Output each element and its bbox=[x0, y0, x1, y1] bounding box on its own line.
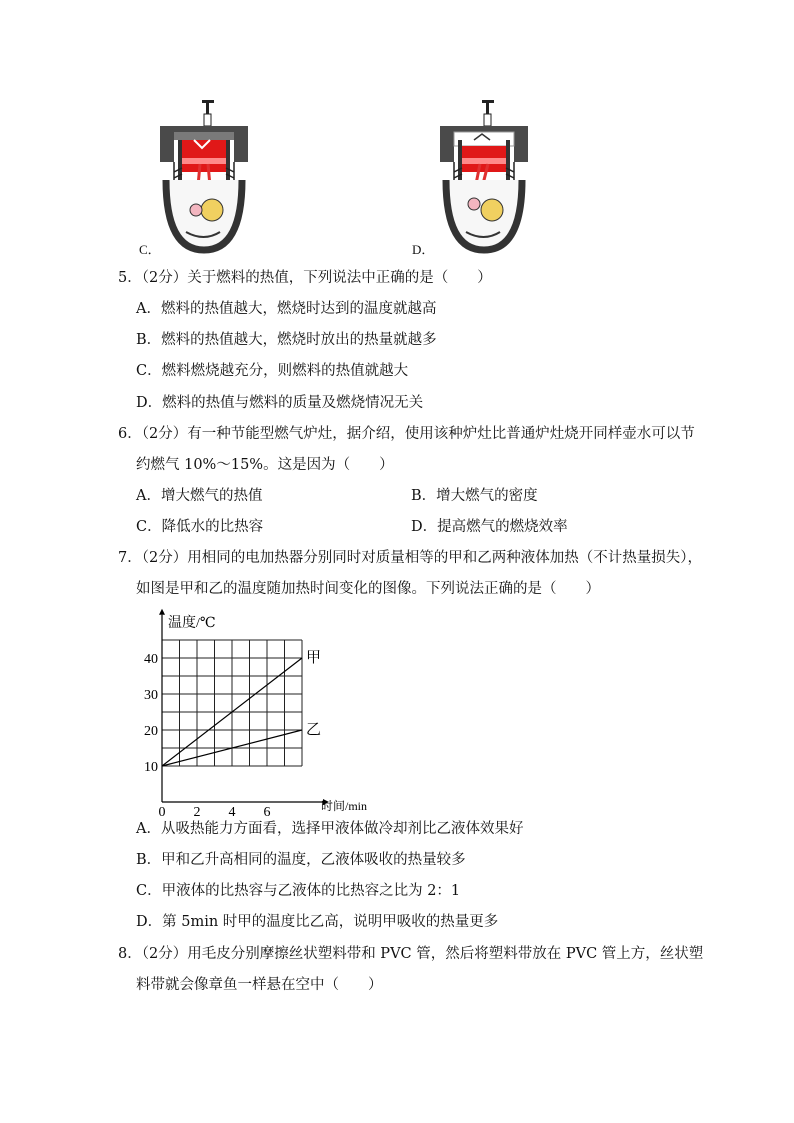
question-6-stem-line-1: 6．（2分）有一种节能型燃气炉灶，据介绍，使用该种炉灶比普通炉灶烧开同样壶水可以节 bbox=[118, 426, 695, 442]
x-axis-label: 时间/min bbox=[321, 799, 368, 813]
question-6-option-c: C．降低水的比热容 bbox=[136, 519, 264, 535]
engine-diagram-d bbox=[432, 100, 532, 255]
engine-c-label: C． bbox=[139, 242, 161, 257]
question-6-option-b: B．增大燃气的密度 bbox=[411, 488, 538, 504]
y-axis-label: 温度/℃ bbox=[168, 615, 216, 631]
y-tick-label: 10 bbox=[144, 760, 158, 775]
question-5-option-a: A．燃料的热值越大，燃烧时达到的温度就越高 bbox=[136, 301, 437, 317]
question-5-option-b: B．燃料的热值越大，燃烧时放出的热量就越多 bbox=[136, 332, 437, 348]
question-7-option-c: C．甲液体的比热容与乙液体的比热容之比为 2：1 bbox=[136, 883, 461, 899]
x-tick-label: 6 bbox=[263, 805, 271, 818]
question-5-option-c: C．燃料燃烧越充分，则燃料的热值就越大 bbox=[136, 363, 409, 379]
question-7-option-b: B．甲和乙升高相同的温度，乙液体吸收的热量较多 bbox=[136, 852, 466, 868]
engine-diagram-c bbox=[152, 100, 252, 255]
question-8-stem-line-1: 8．（2分）用毛皮分别摩擦丝状塑料带和 PVC 管，然后将塑料带放在 PVC 管上方，丝状塑 bbox=[118, 946, 704, 962]
y-tick-label: 30 bbox=[144, 688, 158, 703]
y-tick-label: 20 bbox=[144, 724, 158, 739]
series-label-yi: 乙 bbox=[306, 722, 322, 738]
question-6-option-d: D．提高燃气的燃烧效率 bbox=[411, 519, 568, 535]
x-tick-label: 4 bbox=[228, 805, 236, 818]
question-7-stem-line-2: 如图是甲和乙的温度随加热时间变化的图像。下列说法正确的是（ ） bbox=[136, 581, 600, 597]
y-tick-label: 40 bbox=[144, 652, 158, 667]
question-6-option-a: A．增大燃气的热值 bbox=[136, 488, 263, 504]
question-5-option-d: D．燃料的热值与燃料的质量及燃烧情况无关 bbox=[136, 395, 424, 411]
question-5-stem: 5．（2分）关于燃料的热值，下列说法中正确的是（ ） bbox=[118, 270, 492, 286]
question-6-stem-line-2: 约燃气 10%～15%。这是因为（ ） bbox=[136, 457, 394, 473]
x-tick-label: 2 bbox=[193, 805, 201, 818]
series-label-jia: 甲 bbox=[306, 650, 322, 666]
engine-d-label: D． bbox=[412, 242, 435, 257]
question-7-option-a: A．从吸热能力方面看，选择甲液体做冷却剂比乙液体效果好 bbox=[136, 821, 524, 837]
x-tick-label: 0 bbox=[158, 805, 166, 818]
question-8-stem-line-2: 料带就会像章鱼一样悬在空中（ ） bbox=[136, 977, 383, 993]
question-7-option-d: D．第 5min 时甲的温度比乙高，说明甲吸收的热量更多 bbox=[136, 914, 499, 930]
y-axis-arrow bbox=[159, 609, 165, 615]
question-7-stem-line-1: 7．（2分）用相同的电加热器分别同时对质量相等的甲和乙两种液体加热（不计热量损失）， bbox=[118, 550, 702, 566]
temperature-time-chart bbox=[130, 604, 390, 818]
